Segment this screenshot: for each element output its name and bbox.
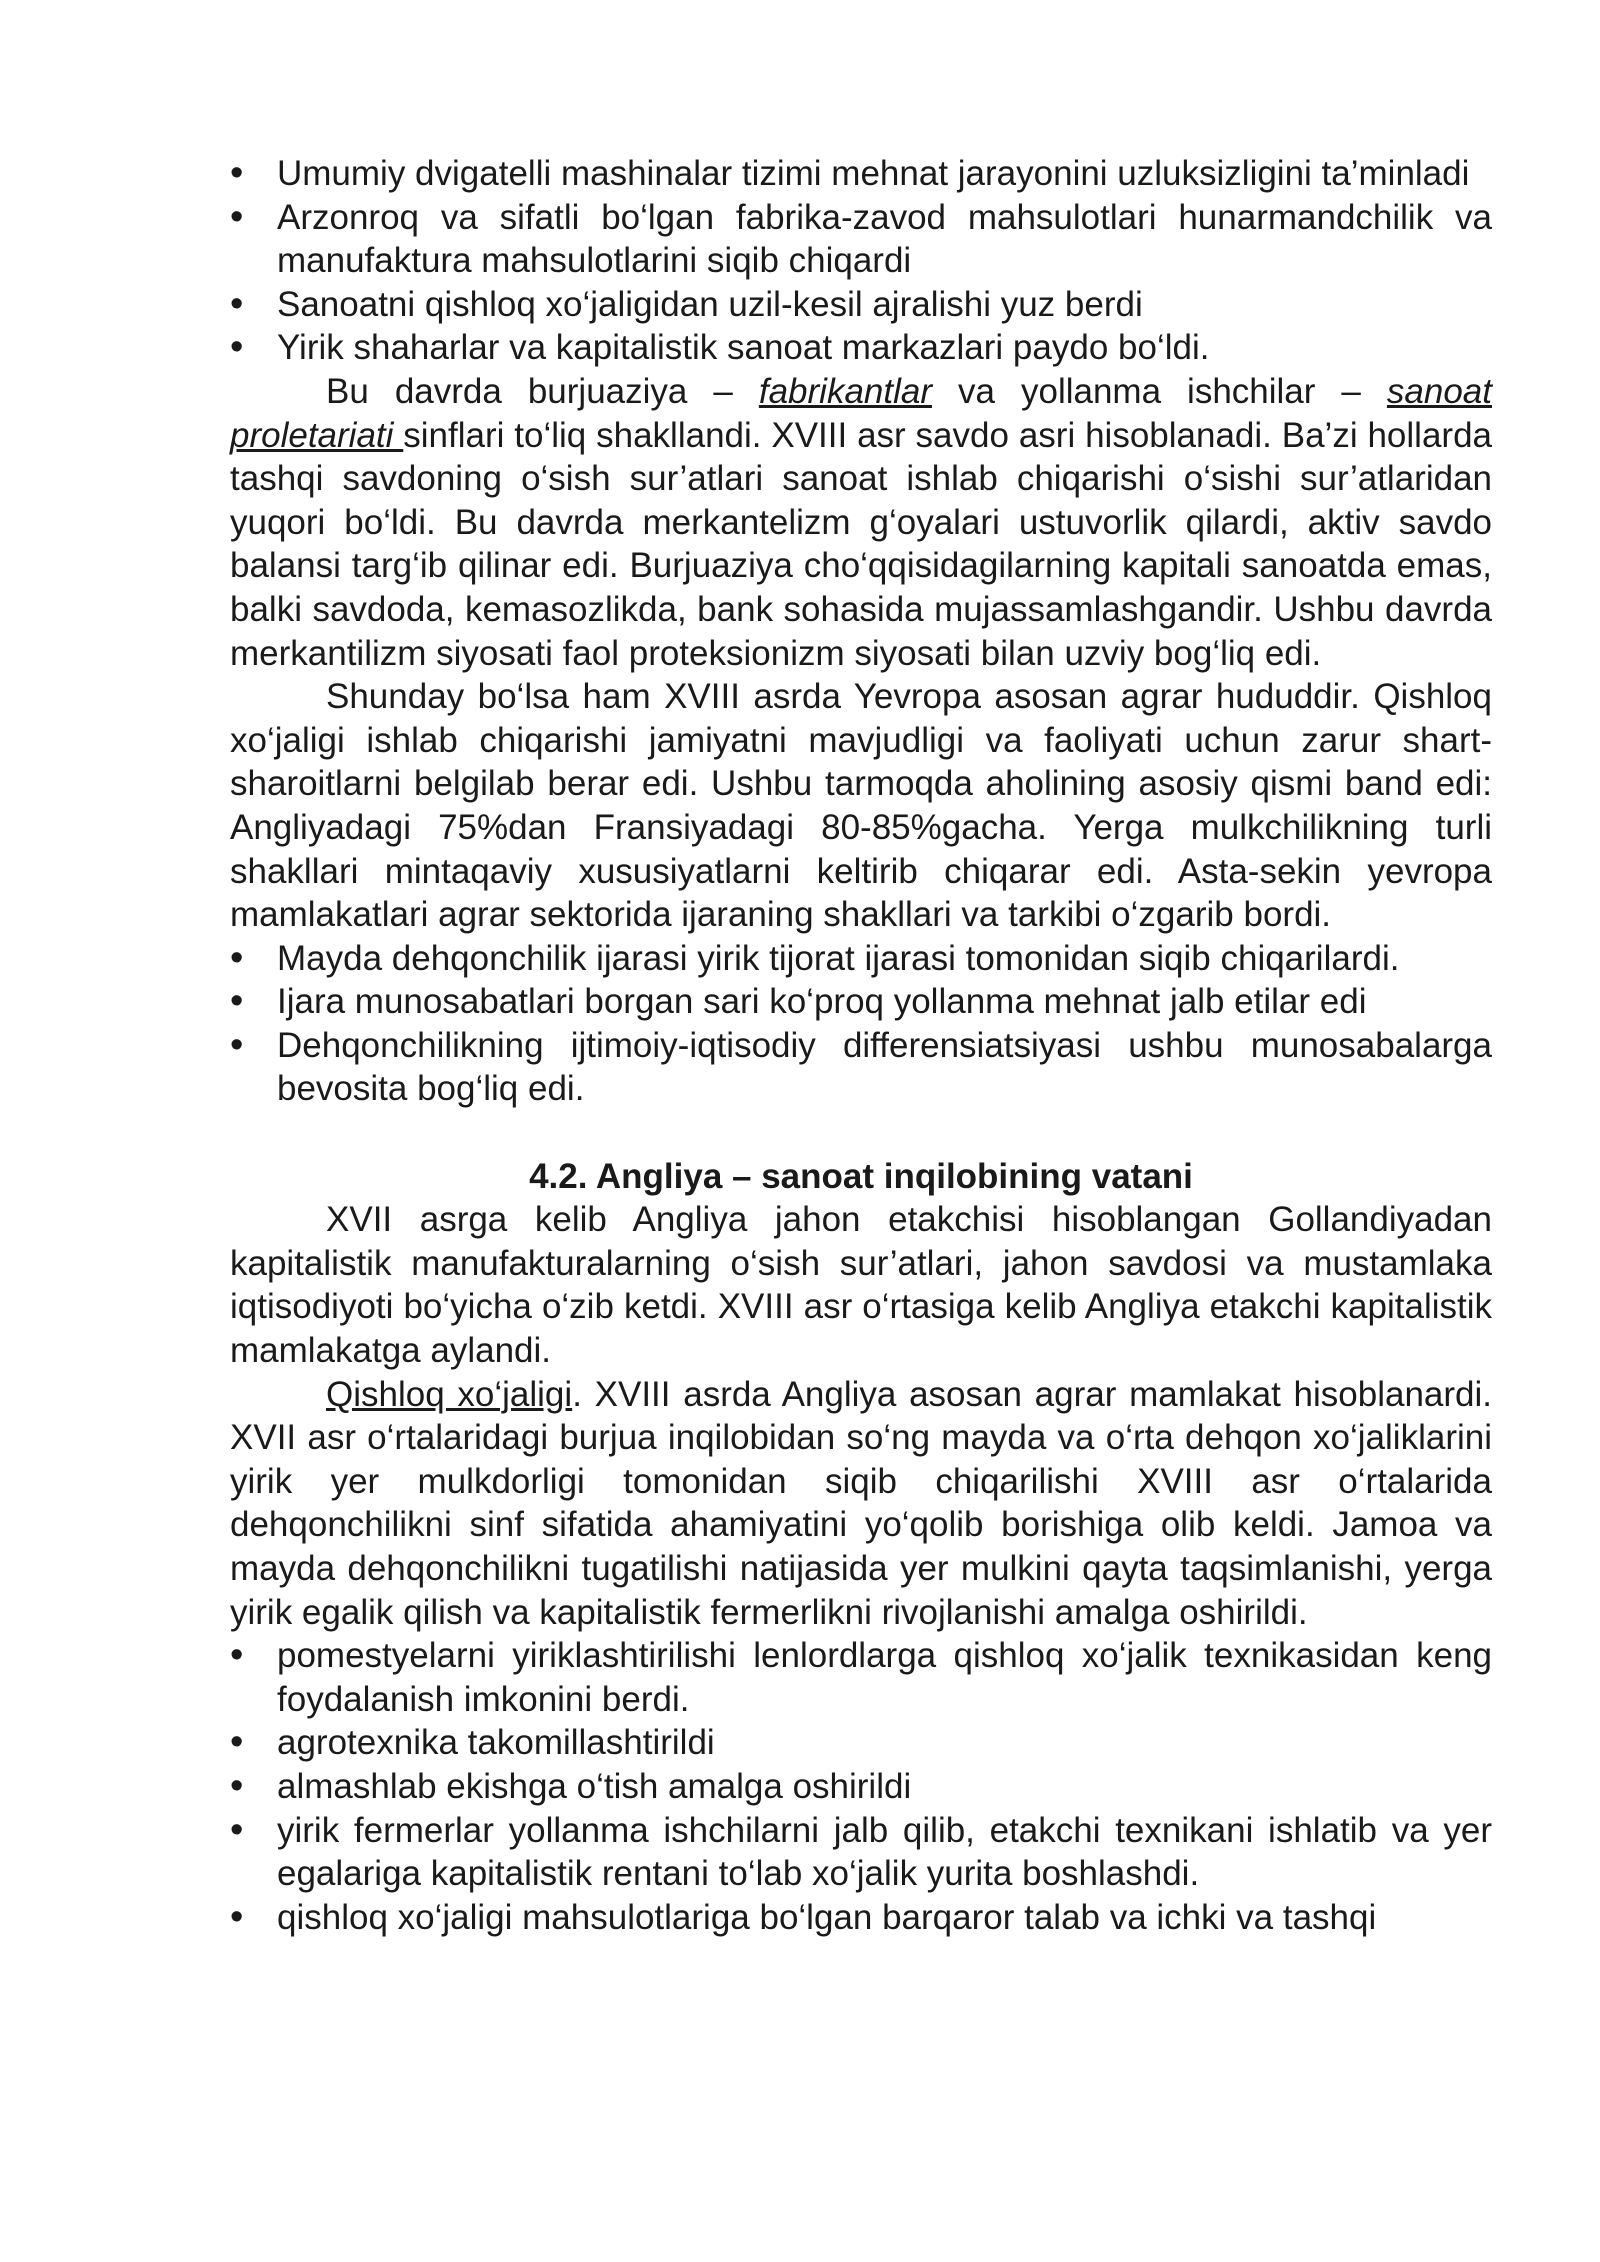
paragraph-agrarian-europe: Shunday bo‘lsa ham XVIII asrda Yevropa asosan agrar hududdir. Qishloq xo‘jaligi ishlab chiqarishi jamiyatni mavjudligi va faoliyati uchun zarur shart-sharoitlarni belgilab berar edi. Ushbu tarmoqda aholining asosiy qismi band edi: Angliyadagi 75%dan Fransiyadagi 80-85%gacha. Yerga mulkchilikning turli shakllari mintaqaviy xususiyatlarni keltirib chiqarar edi. Asta-sekin yevropa mamlakatlari agrar sektorida ijaraning shakllari va tarkibi o‘zgarib bordi.: [230, 677, 1492, 935]
list-item: • Mayda dehqonchilik ijarasi yirik tijorat ijarasi tomonidan siqib chiqarilardi.: [230, 937, 1492, 981]
paragraph-bourgeoisie: [230, 370, 1492, 675]
term-sanoat-proletariati: sanoat proletariati: [230, 371, 1492, 455]
list-item: • almashlab ekishga o‘tish amalga oshirildi: [230, 1765, 1492, 1809]
list-item: • Yirik shaharlar va kapitalistik sanoat markazlari paydo bo‘ldi.: [230, 326, 1492, 370]
list-item: • Sanoatni qishloq xo‘jaligidan uzil-kesil ajralishi yuz berdi: [230, 283, 1492, 327]
paragraph-england-leader: XVII asrga kelib Angliya jahon etakchisi hisoblangan Gollandiyadan kapitalistik manufakturalarning o‘sish sur’atlari, jahon savdosi va mustamlaka iqtisodiyoti bo‘yicha o‘zib ketdi. XVIII asr o‘rtasiga kelib Angliya etakchi kapitalistik mamlakatga aylandi.: [230, 1200, 1492, 1371]
list-item: • qishloq xo‘jaligi mahsulotlariga bo‘lgan barqaror talab va ichki va tashqi: [230, 1896, 1492, 1940]
bullet-list-agriculture-effects: [230, 1634, 1492, 1939]
term-fabrikantlar: fabrikantlar: [758, 371, 932, 411]
section-heading: 4.2. Angliya – sanoat inqilobining vatani: [529, 1156, 1193, 1196]
paragraph-text: Bu davrda burjuaziya –: [326, 371, 759, 411]
list-item: • Ijara munosabatlari borgan sari ko‘proq yollanma mehnat jalb etilar edi: [230, 980, 1492, 1024]
list-item: • Umumiy dvigatelli mashinalar tizimi mehnat jarayonini uzluksizligini ta’minladi: [230, 152, 1492, 196]
bullet-list-lease-changes: [230, 937, 1492, 1111]
paragraph-text: . XVIII asrda Angliya asosan agrar mamlakat hisoblanardi. XVII asr o‘rtalaridagi burjua inqilobidan so‘ng mayda va o‘rta dehqon xo‘jaliklarini yirik yer mulkdorligi tomonidan siqib chiqarilishi XVIII asr o‘rtalarida dehqonchilikni sinf sifatida ahamiyatini yo‘qolib borishiga olib keldi. Jamoa va mayda dehqonchilikni tugatilishi natijasida yer mulkini qayta taqsimlanishi, yerga yirik egalik qilish va kapitalistik fermerlikni rivojlanishi amalga oshirildi.: [230, 1374, 1493, 1632]
paragraph-agriculture: [230, 1373, 1492, 1635]
document-page: [230, 152, 1492, 1939]
term-qishloq-xojaligi: Qishloq xo‘jaligi: [326, 1374, 573, 1414]
list-item: • Dehqonchilikning ijtimoiy-iqtisodiy differensiatsiyasi ushbu munosabalarga bevosita bog‘liq edi.: [230, 1024, 1492, 1111]
list-item: • agrotexnika takomillashtirildi: [230, 1721, 1492, 1765]
paragraph-text: va yollanma ishchilar –: [932, 371, 1387, 411]
bullet-list-industrial-effects: [230, 152, 1492, 370]
paragraph-text: sinflari to‘liq shakllandi. XVIII asr savdo asri hisoblanadi. Ba’zi hollarda tashqi savdoning o‘sish sur’atlari sanoat ishlab chiqarishi o‘sishi sur’atlaridan yuqori bo‘ldi. Bu davrda merkantelizm g‘oyalari ustuvorlik qilardi, aktiv savdo balansi targ‘ib qilinar edi. Burjuaziya cho‘qqisidagilarning kapitali sanoatda emas, balki savdoda, kemasozlikda, bank sohasida mujassamlashgandir. Ushbu davrda merkantilizm siyosati faol proteksionizm siyosati bilan uzviy bog‘liq edi.: [230, 415, 1492, 673]
list-item: • yirik fermerlar yollanma ishchilarni jalb qilib, etakchi texnikani ishlatib va yer egalariga kapitalistik rentani to‘lab xo‘jalik yurita boshlashdi.: [230, 1809, 1492, 1896]
list-item: • pomestyelarni yiriklashtirilishi lenlordlarga qishloq xo‘jalik texnikasidan keng foydalanish imkonini berdi.: [230, 1634, 1492, 1721]
list-item: • Arzonroq va sifatli bo‘lgan fabrika-zavod mahsulotlari hunarmandchilik va manufaktura mahsulotlarini siqib chiqardi: [230, 196, 1492, 283]
